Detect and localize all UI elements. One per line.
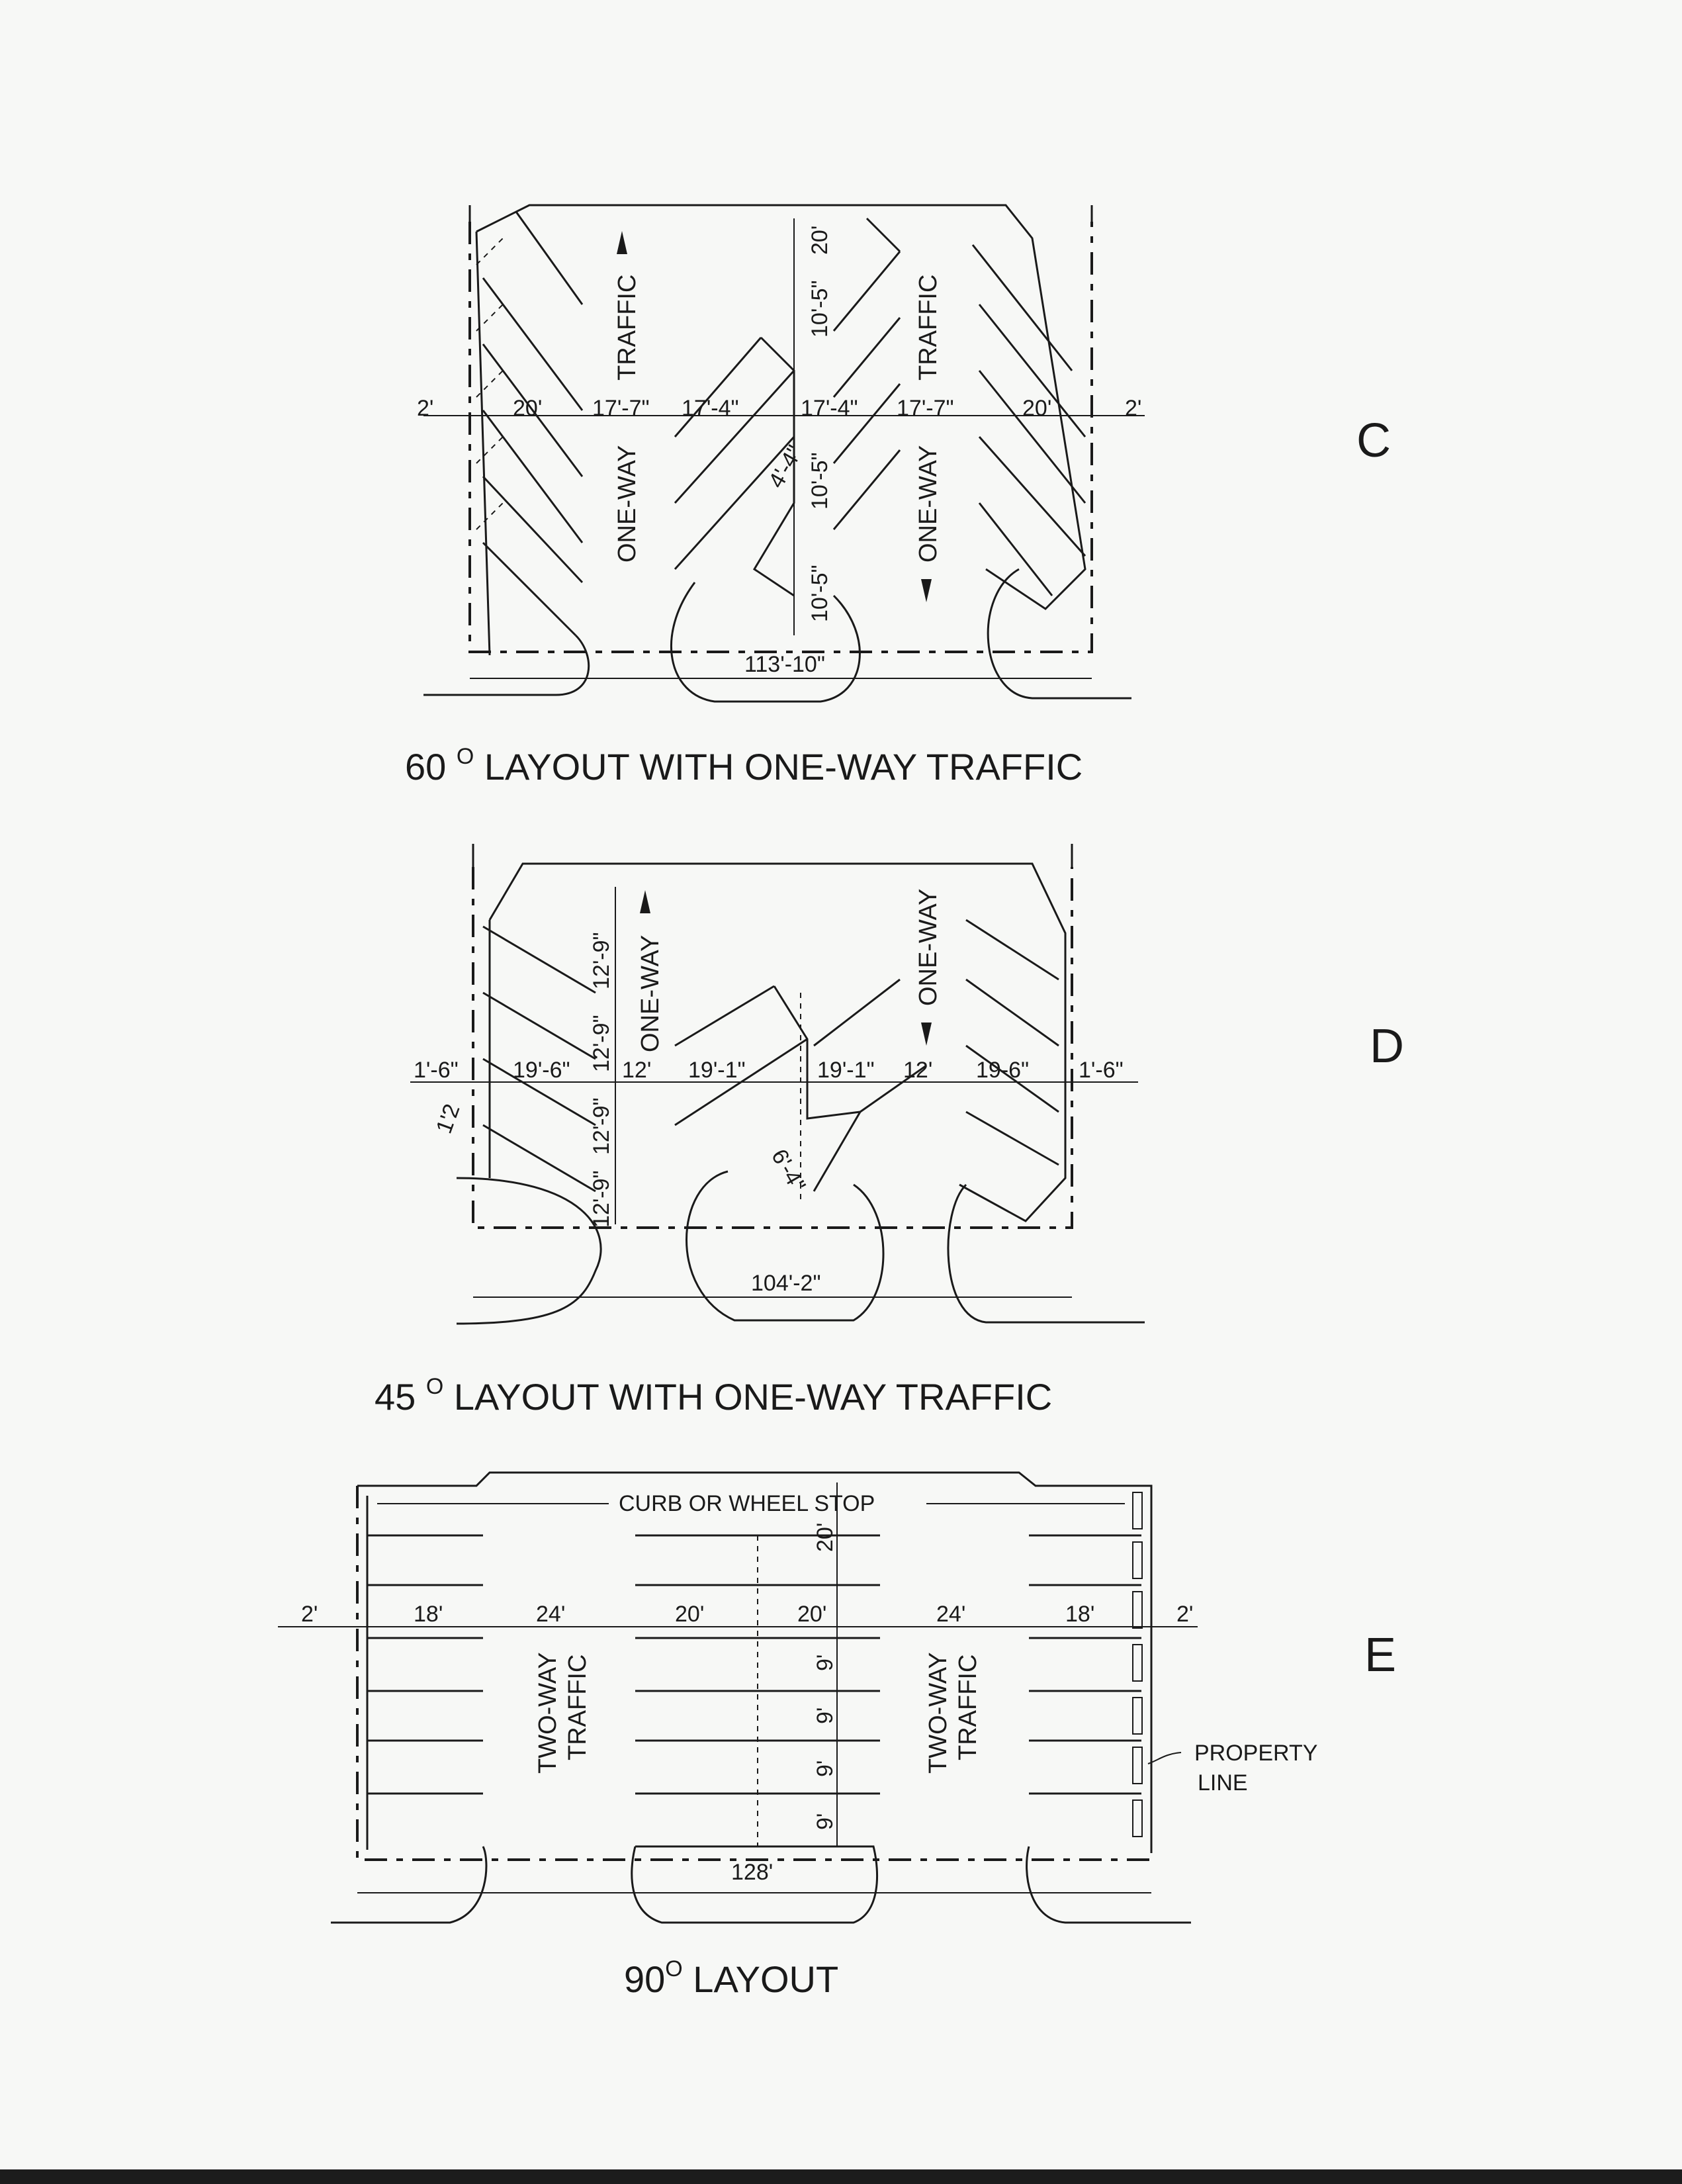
layout-d-lot-line — [473, 867, 1072, 1228]
scan-bottom-edge — [0, 2169, 1682, 2184]
layout-e-traffic-1: TRAFFIC — [564, 1654, 592, 1760]
layout-c-oneway-left: ONE-WAY — [613, 445, 641, 563]
layout-d-dim-2: 19'-6" — [513, 1058, 570, 1083]
layout-d-dim-3: 12' — [622, 1058, 652, 1083]
layout-e-vdim-1: 20' — [813, 1522, 838, 1552]
layout-e-dim-6: 24' — [936, 1602, 966, 1627]
layout-e-stalls-center — [635, 1535, 880, 1846]
layout-c-driveway-left — [423, 635, 589, 695]
layout-d-caption-text: LAYOUT WITH ONE-WAY TRAFFIC — [443, 1376, 1053, 1418]
layout-e-driveway-left — [331, 1846, 486, 1923]
layout-e-drawing — [278, 1473, 1396, 2000]
layout-e-two-way-1: TWO-WAY — [534, 1652, 562, 1774]
layout-e-two-way-2: TWO-WAY — [924, 1652, 952, 1774]
layout-e-stalls-left — [367, 1535, 483, 1794]
layout-c-dim-7: 20' — [1022, 396, 1052, 421]
layout-d-dim-5: 19'-1" — [817, 1058, 875, 1083]
layout-d-dim-6: 12' — [903, 1058, 933, 1083]
layout-c-caption-text: LAYOUT WITH ONE-WAY TRAFFIC — [474, 746, 1083, 788]
layout-c-dim-1: 2' — [417, 396, 434, 421]
layout-d-driveway-left — [457, 1178, 601, 1324]
layout-c-caption — [405, 744, 1083, 788]
layout-c-arrow-down-icon — [921, 579, 932, 602]
layout-e-letter: E — [1364, 1629, 1397, 1682]
layout-c-caption-degree: O — [456, 744, 474, 769]
layout-c-dim-8: 2' — [1125, 396, 1142, 421]
layout-e-property-leader — [1148, 1752, 1181, 1764]
layout-c-vdim-3: 10'-5" — [807, 452, 832, 510]
layout-c-caption-num: 60 — [405, 746, 457, 788]
layout-d-total-dim: 104'-2" — [751, 1271, 821, 1296]
layout-e-property-label-1: PROPERTY — [1194, 1741, 1318, 1766]
layout-e-vdim-5: 9' — [813, 1813, 838, 1830]
layout-d-dim-7: 19-6" — [976, 1058, 1030, 1083]
layout-e-dim-1: 2' — [301, 1602, 318, 1627]
layout-d-vdim-3: 12'-9" — [589, 1097, 614, 1155]
layout-d-drawing — [375, 844, 1404, 1418]
layout-e-wheel-stops — [1133, 1492, 1142, 1837]
layout-d-driveway-center — [687, 1171, 884, 1320]
layout-d-dim-1: 1'-6" — [414, 1058, 459, 1083]
layout-d-vdim-4: 12'-9" — [589, 1170, 614, 1228]
layout-e-vdim-3: 9' — [813, 1707, 838, 1724]
layout-c-arrow-up-icon — [617, 231, 627, 254]
layout-d-caption-degree: O — [425, 1374, 444, 1399]
layout-d-dim-8: 1'-6" — [1079, 1058, 1124, 1083]
layout-d-arrow-up-icon — [640, 890, 650, 913]
layout-d-small-dim: 1'2 — [431, 1101, 465, 1137]
layout-e-caption-text: LAYOUT — [682, 1958, 839, 2000]
layout-d-stalls-left — [483, 920, 596, 1191]
layout-e-dim-3: 24' — [536, 1602, 566, 1627]
layout-c-oneway-right: ONE-WAY — [914, 445, 942, 563]
layout-c-drawing — [405, 205, 1391, 788]
layout-c-traffic-right: TRAFFIC — [914, 274, 942, 381]
layout-e-caption-num: 90 — [624, 1958, 666, 2000]
layout-e-dim-8: 2' — [1176, 1602, 1194, 1627]
layout-d-oneway-left: ONE-WAY — [637, 934, 664, 1052]
layout-c-diag-dim: 4'-4" — [764, 441, 808, 492]
layout-c-boundary-ticks — [470, 205, 1092, 222]
layout-c-letter: C — [1356, 414, 1391, 467]
layout-d-dim-4: 19'-1" — [688, 1058, 746, 1083]
layout-c-dim-4: 17'-4" — [682, 396, 739, 421]
layout-e-dim-2: 18' — [414, 1602, 443, 1627]
layout-c-stalls-left — [476, 212, 582, 635]
layout-e-traffic-2: TRAFFIC — [954, 1654, 982, 1760]
layout-e-driveway-right — [1027, 1846, 1191, 1923]
layout-e-lot-line — [357, 1486, 1151, 1860]
layout-d-vdim-1: 12'-9" — [589, 932, 614, 989]
layout-c-vdim-2: 10'-5" — [807, 280, 832, 338]
layout-c-vdim-1: 20' — [807, 225, 832, 255]
layout-e-total-dim: 128' — [731, 1860, 774, 1885]
layout-e-dim-4: 20' — [675, 1602, 705, 1627]
layout-c-dim-2: 20' — [513, 396, 543, 421]
layout-c-dim-6: 17'-7" — [897, 396, 954, 421]
layout-e-stalls-right — [1029, 1535, 1141, 1794]
layout-d-oneway-right: ONE-WAY — [914, 888, 942, 1006]
layout-d-arrow-down-icon — [921, 1023, 932, 1046]
layout-e-caption — [624, 1956, 838, 2000]
layout-e-property-label-2: LINE — [1198, 1770, 1248, 1796]
layout-e-dim-7: 18' — [1065, 1602, 1095, 1627]
layout-d-vdim-2: 12'-9" — [589, 1015, 614, 1072]
layout-e-curb-label: CURB OR WHEEL STOP — [619, 1491, 875, 1516]
layout-e-vdim-4: 9' — [813, 1760, 838, 1777]
layout-e-caption-degree: O — [665, 1956, 683, 1981]
layout-c-dim-5: 17'-4" — [801, 396, 858, 421]
layout-c-dim-3: 17'-7" — [592, 396, 650, 421]
layout-d-caption-num: 45 — [375, 1376, 426, 1418]
layout-e-dim-5: 20' — [797, 1602, 827, 1627]
layout-d-stalls-right — [966, 920, 1059, 1165]
layout-e-vdim-2: 9' — [813, 1654, 838, 1671]
layout-d-driveway-right — [948, 1185, 1145, 1322]
layout-e-curb-outline — [357, 1473, 1151, 1853]
layout-c-traffic-left: TRAFFIC — [613, 274, 641, 381]
layout-c-total-dim: 113'-10" — [744, 652, 825, 677]
layout-d-diag-dim: 6'-4" — [766, 1145, 811, 1197]
layout-d-letter: D — [1370, 1020, 1404, 1073]
layout-c-vdim-4: 10'-5" — [807, 565, 832, 622]
layout-d-caption — [375, 1374, 1052, 1418]
